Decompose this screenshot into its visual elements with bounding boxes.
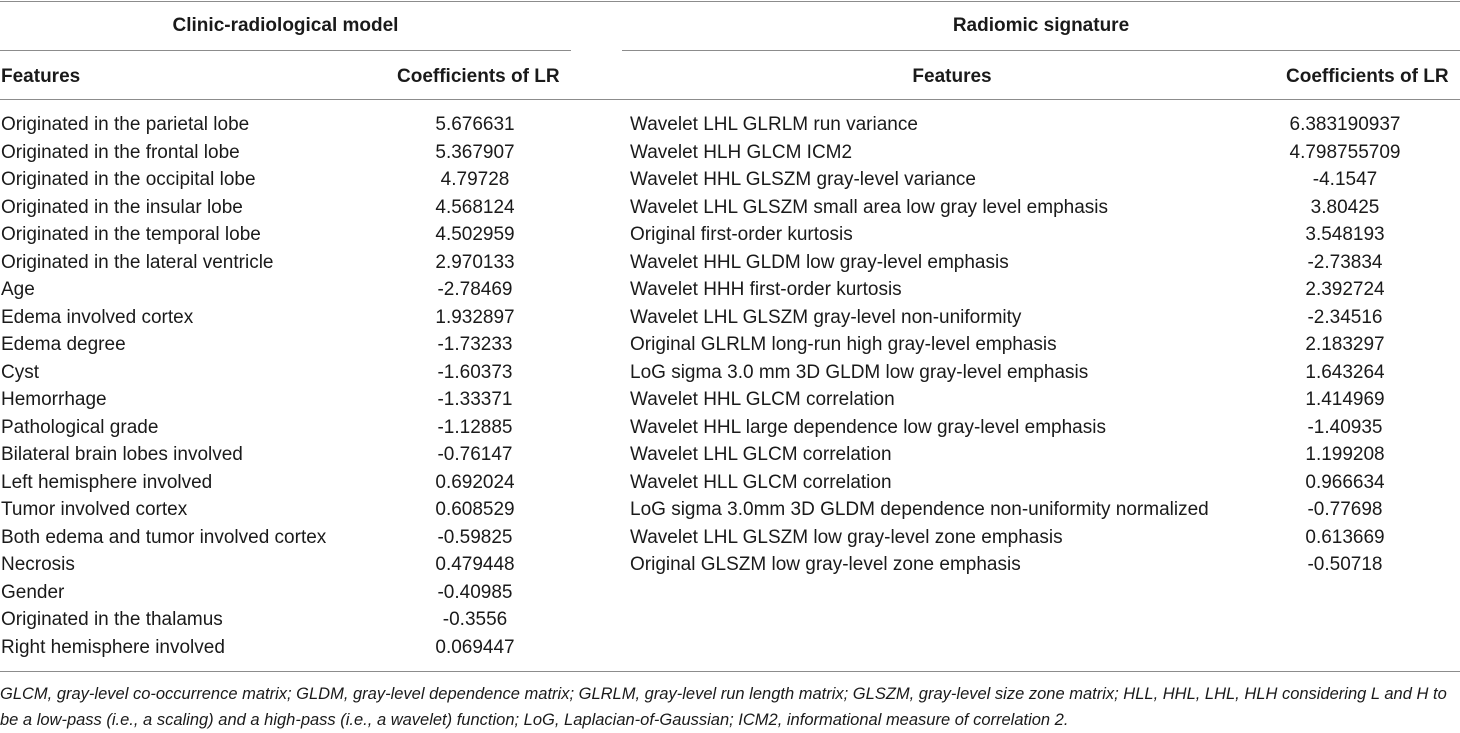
- left-row-feature: Edema involved cortex: [1, 306, 194, 328]
- left-row-feature: Originated in the thalamus: [1, 609, 223, 630]
- right-row-coefficient: 2.392724: [1305, 279, 1385, 300]
- left-row-coefficient: 0.608529: [435, 499, 515, 520]
- left-row-feature: Bilateral brain lobes involved: [1, 444, 243, 465]
- left-row-coefficient: 4.568124: [435, 196, 515, 218]
- left-row-coefficient: 2.970133: [435, 251, 515, 273]
- left-group-title: Clinic-radiological model: [172, 15, 399, 36]
- left-group-rule: [0, 50, 571, 51]
- left-row-feature: Tumor involved cortex: [1, 499, 188, 520]
- right-row-coefficient: -1.40935: [1307, 416, 1383, 438]
- right-row-feature: Wavelet LHL GLRLM run variance: [630, 114, 918, 135]
- right-row-feature: Wavelet LHL GLSZM small area low gray level emphasis: [630, 196, 1108, 218]
- left-row-feature: Hemorrhage: [1, 389, 107, 410]
- left-row-coefficient: -2.78469: [437, 279, 513, 300]
- right-row-coefficient: 6.383190937: [1289, 114, 1401, 135]
- right-row-feature: Original first-order kurtosis: [630, 224, 853, 245]
- right-row-coefficient: 2.183297: [1305, 334, 1385, 355]
- left-row-feature: Originated in the occipital lobe: [1, 169, 256, 190]
- left-row-feature: Necrosis: [1, 554, 75, 575]
- right-row-feature: Original GLSZM low gray-level zone emphasis: [630, 554, 1021, 575]
- right-row-feature: Original GLRLM long-run high gray-level emphasis: [630, 334, 1057, 355]
- left-row-feature: Originated in the temporal lobe: [1, 224, 261, 245]
- left-row-coefficient: -0.59825: [437, 526, 513, 548]
- left-row-coefficient: 5.367907: [435, 141, 515, 163]
- right-row-feature: Wavelet HHL GLSZM gray-level variance: [630, 169, 976, 190]
- right-row-feature: Wavelet HHL GLDM low gray-level emphasis: [630, 251, 1009, 273]
- left-row-feature: Age: [1, 279, 35, 300]
- right-row-feature: LoG sigma 3.0 mm 3D GLDM low gray-level emphasis: [630, 361, 1089, 383]
- right-row-coefficient: -2.73834: [1307, 251, 1383, 273]
- left-row-coefficient: -1.73233: [437, 334, 513, 355]
- left-row-coefficient: 1.932897: [435, 306, 515, 328]
- left-row-feature: Pathological grade: [1, 416, 159, 438]
- left-row-coefficient: -0.3556: [442, 609, 508, 630]
- right-row-feature: Wavelet HHL large dependence low gray-level emphasis: [630, 416, 1106, 438]
- left-row-feature: Originated in the insular lobe: [1, 196, 243, 218]
- right-row-coefficient: 4.798755709: [1289, 141, 1401, 163]
- left-row-feature: Left hemisphere involved: [1, 471, 213, 493]
- left-row-feature: Gender: [1, 581, 65, 603]
- left-row-coefficient: -1.60373: [437, 361, 513, 383]
- left-row-feature: Right hemisphere involved: [1, 636, 225, 658]
- left-row-coefficient: 5.676631: [435, 114, 515, 135]
- right-group-title: Radiomic signature: [952, 15, 1130, 36]
- right-col-feature-header: Features: [912, 66, 992, 87]
- left-row-coefficient: 4.79728: [440, 169, 510, 190]
- table-top-rule: [0, 1, 1460, 2]
- table-footnote: GLCM, gray-level co-occurrence matrix; GLDM, gray-level dependence matrix; GLRLM, gray-level run length matrix; GLSZM, gray-level size zone matrix; HLL, HHL, LHL, HLH considering L and H to be a low-pass (i.e., a scaling) and a high-pass (i.e., a wavelet) function; LoG, Laplacian-of-Gaussian; ICM2, informational measure of correlation 2.: [0, 685, 1447, 729]
- right-row-coefficient: -0.50718: [1307, 554, 1383, 575]
- right-row-feature: Wavelet LHL GLSZM low gray-level zone emphasis: [630, 526, 1063, 548]
- right-row-coefficient: 0.966634: [1305, 471, 1385, 493]
- right-row-feature: LoG sigma 3.0mm 3D GLDM dependence non-uniformity normalized: [630, 499, 1209, 520]
- left-row-coefficient: -0.40985: [437, 581, 513, 603]
- right-group-rule: [622, 50, 1460, 51]
- right-row-coefficient: -2.34516: [1307, 306, 1383, 328]
- right-row-feature: Wavelet HLH GLCM ICM2: [630, 141, 853, 163]
- right-row-coefficient: 1.643264: [1305, 361, 1385, 383]
- table-bottom-rule: [0, 671, 1460, 672]
- right-row-feature: Wavelet HHL GLCM correlation: [630, 389, 895, 410]
- left-row-feature: Both edema and tumor involved cortex: [1, 526, 327, 548]
- right-row-feature: Wavelet LHL GLSZM gray-level non-uniformity: [630, 306, 1022, 328]
- left-row-coefficient: -1.33371: [437, 389, 513, 410]
- left-row-coefficient: 4.502959: [435, 224, 515, 245]
- left-row-feature: Edema degree: [1, 334, 126, 355]
- right-row-coefficient: -4.1547: [1312, 169, 1378, 190]
- right-row-coefficient: 1.199208: [1305, 444, 1385, 465]
- right-col-coef-header: Coefficients of LR: [1286, 66, 1449, 87]
- left-row-coefficient: 0.069447: [435, 636, 515, 658]
- left-row-coefficient: 0.692024: [435, 471, 515, 493]
- right-row-coefficient: 1.414969: [1305, 389, 1385, 410]
- left-row-coefficient: -1.12885: [437, 416, 513, 438]
- right-row-feature: Wavelet HLL GLCM correlation: [630, 471, 892, 493]
- right-row-coefficient: 0.613669: [1305, 526, 1385, 548]
- right-row-feature: Wavelet LHL GLCM correlation: [630, 444, 892, 465]
- left-row-feature: Cyst: [1, 361, 39, 383]
- left-row-feature: Originated in the lateral ventricle: [1, 251, 274, 273]
- left-col-feature-header: Features: [1, 66, 81, 87]
- left-row-feature: Originated in the parietal lobe: [1, 114, 250, 135]
- left-row-coefficient: 0.479448: [435, 554, 515, 575]
- right-row-coefficient: 3.80425: [1310, 196, 1380, 218]
- right-row-feature: Wavelet HHH first-order kurtosis: [630, 279, 902, 300]
- left-row-coefficient: -0.76147: [437, 444, 513, 465]
- left-row-feature: Originated in the frontal lobe: [1, 141, 240, 163]
- right-row-coefficient: -0.77698: [1307, 499, 1383, 520]
- right-row-coefficient: 3.548193: [1305, 224, 1385, 245]
- left-col-coef-header: Coefficients of LR: [397, 66, 560, 87]
- header-bottom-rule: [0, 99, 1460, 100]
